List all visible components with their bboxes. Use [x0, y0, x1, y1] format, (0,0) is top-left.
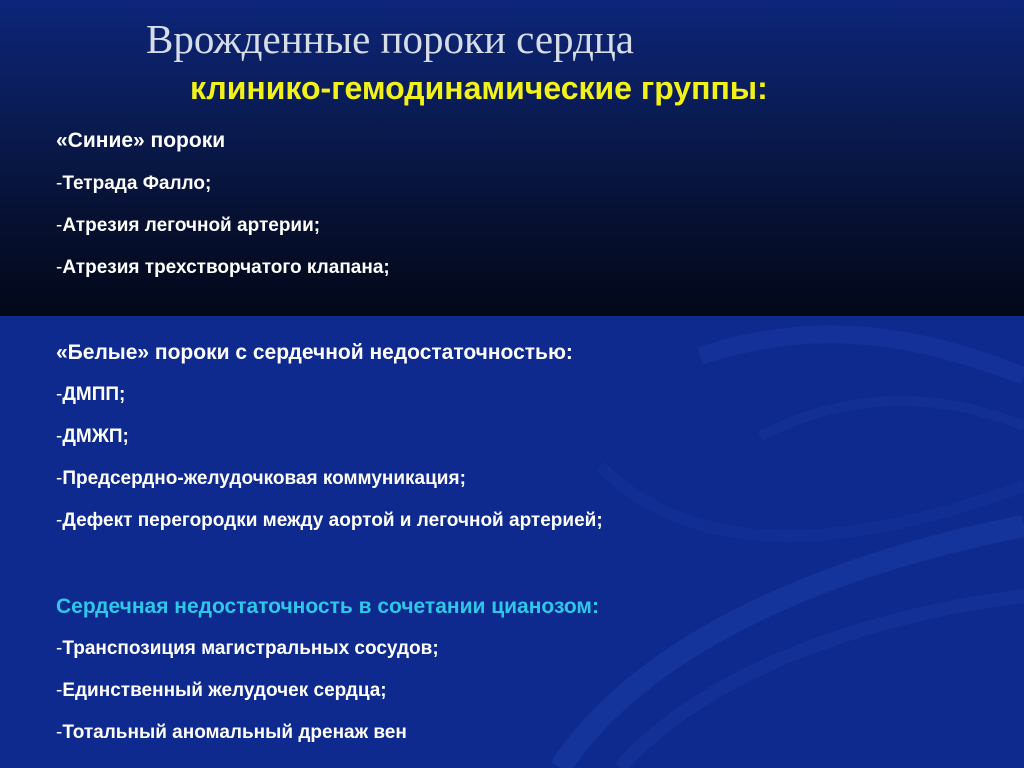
group-heading-blue-defects: «Синие» пороки [56, 129, 226, 152]
group-heading-white-defects: «Белые» пороки с сердечной недостаточностью: [56, 341, 573, 364]
list-item: -Атрезия трехстворчатого клапана; [56, 257, 390, 278]
list-item: -Атрезия легочной артерии; [56, 215, 321, 236]
list-item: -Дефект перегородки между аортой и легочной артерией; [56, 510, 603, 531]
slide-title: Врожденные пороки сердца [146, 16, 634, 62]
list-item: -Транспозиция магистральных сосудов; [56, 638, 439, 659]
list-item: -Предсердно-желудочковая коммуникация; [56, 468, 466, 489]
list-item: -Единственный желудочек сердца; [56, 680, 387, 701]
slide-subtitle: клинико-гемодинамические группы: [190, 70, 768, 106]
list-item: -Тетрада Фалло; [56, 173, 212, 194]
group-heading-cyanosis: Сердечная недостаточность в сочетании цианозом: [56, 595, 599, 618]
list-item: -Тотальный аномальный дренаж вен [56, 722, 407, 743]
list-item: -ДМЖП; [56, 426, 129, 447]
list-item: -ДМПП; [56, 384, 126, 405]
